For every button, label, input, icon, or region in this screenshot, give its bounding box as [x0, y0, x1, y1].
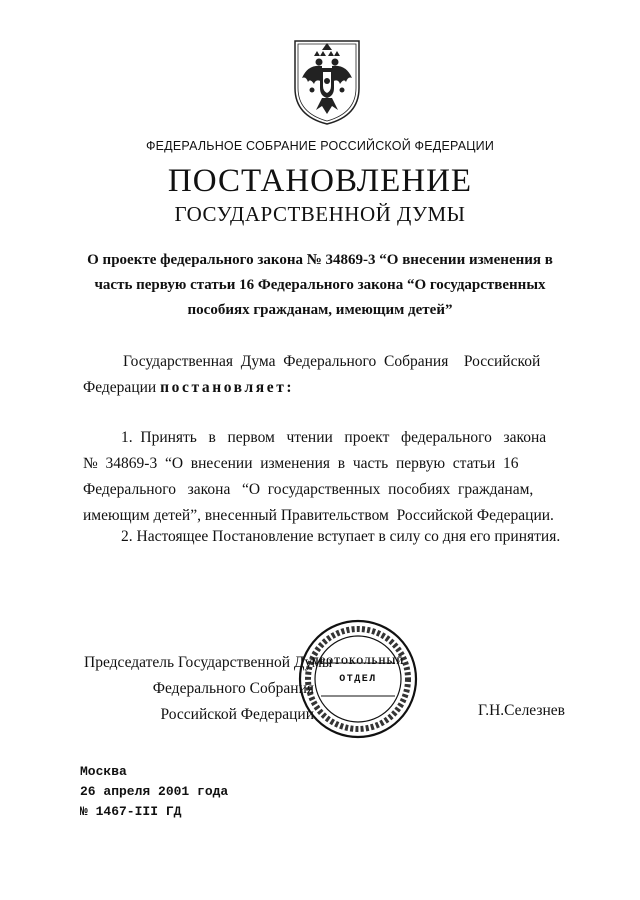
signatory-position — [84, 650, 333, 728]
document-title: ПОСТАНОВЛЕНИЕ — [167, 163, 473, 199]
resolves-keyword: постановляет: — [160, 379, 295, 396]
intro-prefix: Федерации — [83, 379, 161, 396]
footer-city: Москва — [80, 764, 127, 779]
coat-of-arms-icon — [292, 38, 362, 126]
stamp-text-bottom: ОТДЕЛ — [339, 674, 377, 685]
item-1-line: Федерального закона “О государственных пособиях гражданам, — [83, 481, 534, 498]
intro-line — [83, 375, 576, 401]
item-1-line: имеющим детей”, внесенный Правительством Российской Федерации. — [83, 507, 554, 524]
item-2-paragraph — [83, 524, 576, 550]
intro-paragraph — [83, 349, 576, 401]
position-line: Председатель Государственной Думы — [84, 654, 333, 671]
item-1-line: 1. Принять в первом чтении проект федерального закона — [121, 429, 547, 446]
bill-heading-line: О проекте федерального закона № 34869-3 “О внесении изменения в — [87, 252, 553, 268]
document-footer — [80, 762, 228, 822]
item-2-line: 2. Настоящее Постановление вступает в силу со дня его принятия. — [121, 528, 561, 545]
bill-heading — [60, 248, 580, 323]
bill-heading-line: пособиях гражданам, имеющим детей” — [187, 302, 453, 318]
intro-line: Государственная Дума Федерального Собрания Российской — [123, 353, 541, 370]
signatory-name: Г.Н.Селезнев — [478, 702, 565, 719]
position-line: Российской Федерации — [160, 706, 314, 723]
official-stamp — [297, 618, 419, 740]
item-1-line: № 34869-3 “О внесении изменения в часть первую статьи 16 — [83, 455, 519, 472]
footer-date: 26 апреля 2001 года — [80, 784, 229, 799]
bill-heading-line: часть первую статьи 16 Федерального закона “О государственных — [94, 277, 546, 293]
assembly-name: ФЕДЕРАЛЬНОЕ СОБРАНИЕ РОССИЙСКОЙ ФЕДЕРАЦИИ — [145, 139, 495, 153]
document-subtitle: ГОСУДАРСТВЕННОЙ ДУМЫ — [174, 202, 466, 226]
item-1-paragraph — [83, 425, 576, 529]
position-line: Федерального Собрания — [152, 680, 314, 697]
stamp-text-top: ПРОТОКОЛЬНЫЙ — [311, 656, 405, 666]
footer-number: № 1467-III ГД — [80, 804, 182, 819]
